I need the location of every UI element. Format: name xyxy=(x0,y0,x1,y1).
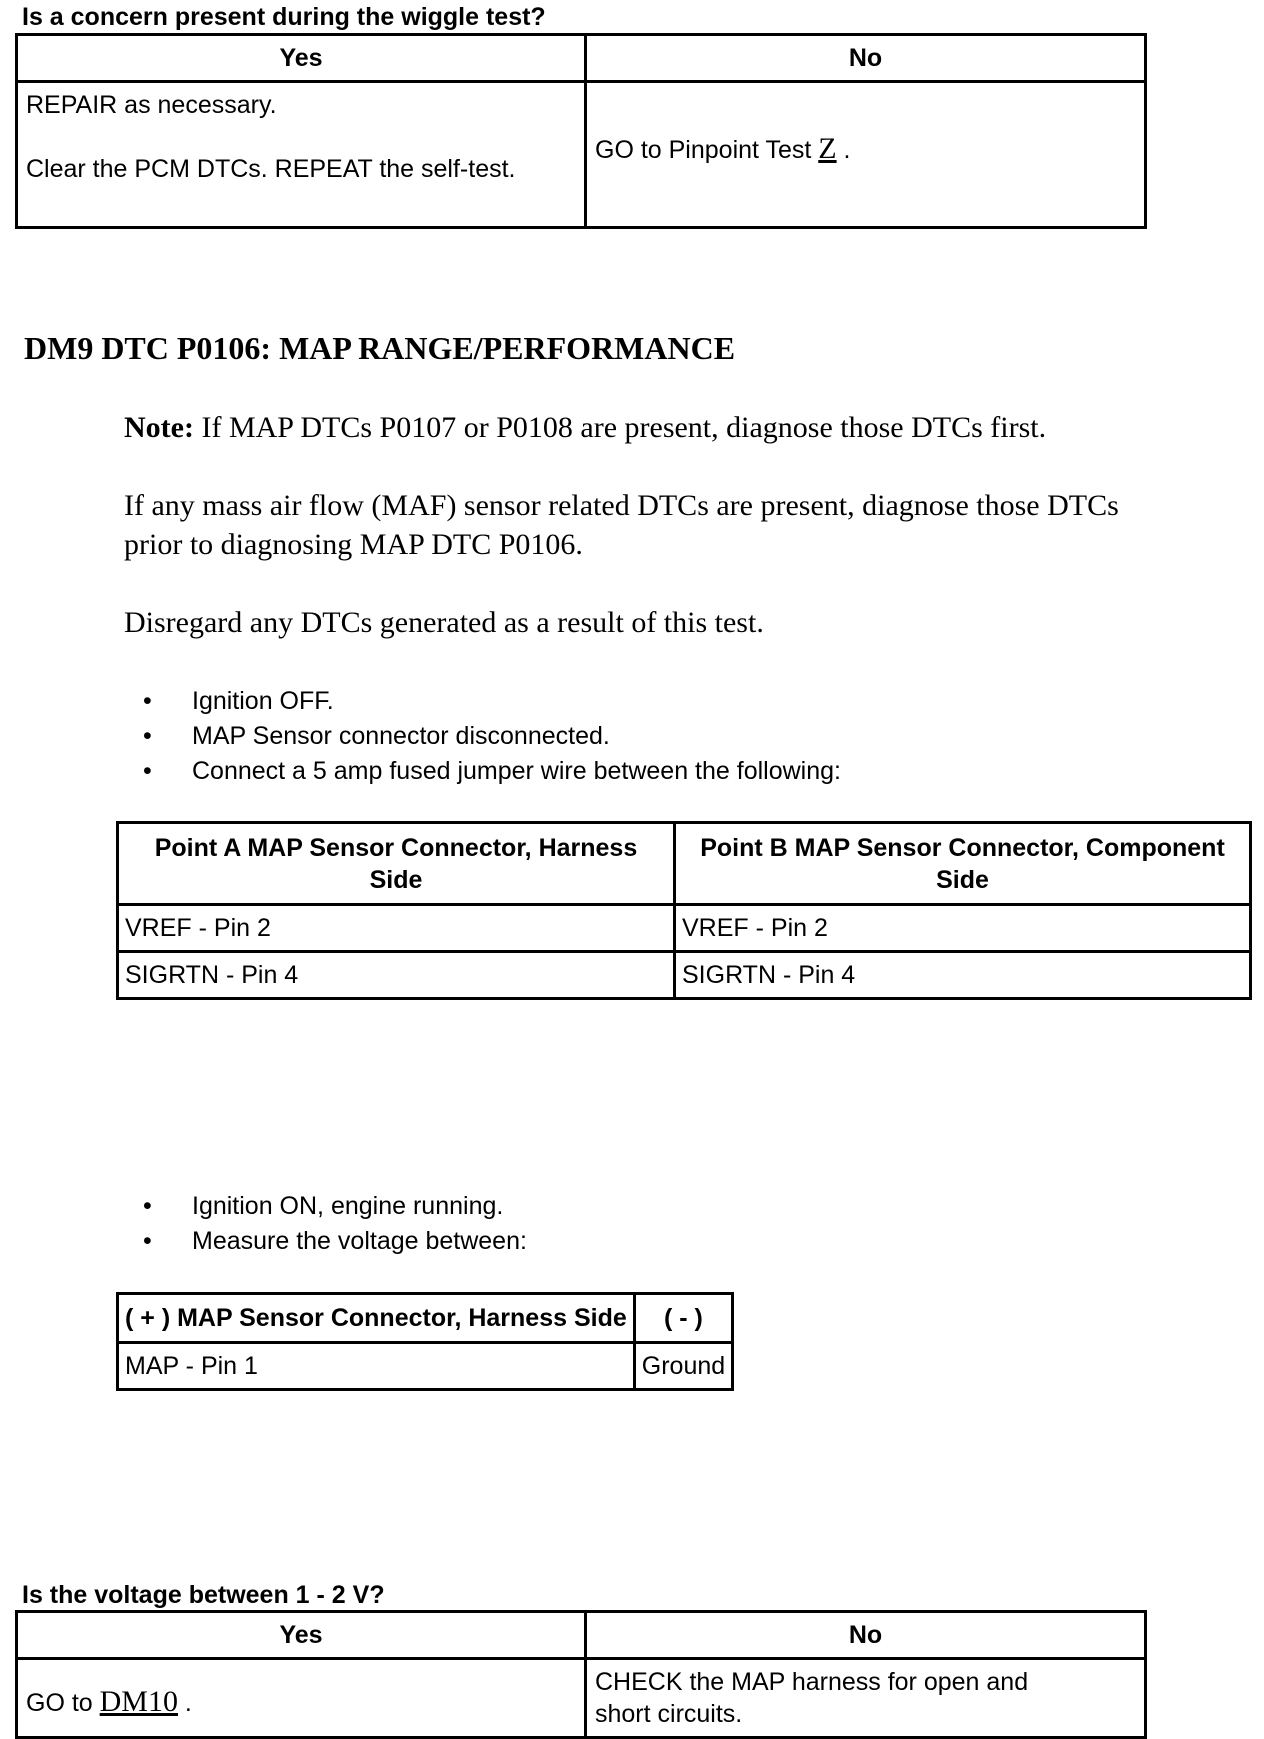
note-text: If MAP DTCs P0107 or P0108 are present, diagnose those DTCs first. xyxy=(193,411,1047,444)
yes-action-clear: Clear the PCM DTCs. REPEAT the self-test. xyxy=(26,155,516,183)
point-a-cell: VREF - Pin 2 xyxy=(118,905,675,952)
point-b-cell: VREF - Pin 2 xyxy=(675,905,1251,952)
maf-paragraph: If any mass air flow (MAF) sensor related DTCs are present, diagnose those DTCs prior to diagnosing MAP DTC P0106. xyxy=(124,489,1119,561)
voltage-question-heading: Is the voltage between 1 - 2 V? xyxy=(22,1581,385,1609)
no-action-suffix: . xyxy=(836,136,851,164)
bullet-icon: • xyxy=(143,687,152,715)
yes-cell xyxy=(17,1659,586,1738)
point-b-header: Point B MAP Sensor Connector, Component Side xyxy=(675,823,1251,905)
point-a-header: Point A MAP Sensor Connector, Harness Side xyxy=(118,823,675,905)
wiggle-question-heading: Is a concern present during the wiggle test? xyxy=(22,3,546,31)
step-item: • Connect a 5 amp fused jumper wire between the following: xyxy=(124,754,1024,789)
negative-lead-header: ( - ) xyxy=(634,1294,732,1343)
point-b-cell: SIGRTN - Pin 4 xyxy=(675,952,1251,999)
disregard-paragraph: Disregard any DTCs generated as a result of this test. xyxy=(124,606,764,639)
bullet-icon: • xyxy=(143,757,152,785)
bullet-icon: • xyxy=(143,1192,152,1220)
dm10-link[interactable]: DM10 xyxy=(99,1684,178,1718)
no-cell xyxy=(586,82,1146,228)
pinpoint-test-z-link[interactable]: Z xyxy=(818,132,837,165)
no-cell xyxy=(586,1659,1146,1738)
no-action-text: CHECK the MAP harness for open and short circuits. xyxy=(595,1668,1029,1728)
positive-lead-cell: MAP - Pin 1 xyxy=(118,1343,635,1390)
yes-action-text: GO to xyxy=(26,1688,100,1717)
setup-steps-list xyxy=(124,684,1024,789)
yes-action-repair: REPAIR as necessary. xyxy=(26,91,277,119)
yes-action-suffix: . xyxy=(177,1688,192,1717)
no-header: No xyxy=(586,35,1146,82)
wiggle-result-table xyxy=(15,33,1147,229)
yes-header: Yes xyxy=(17,1612,586,1659)
yes-cell xyxy=(17,82,586,228)
step-item: • MAP Sensor connector disconnected. xyxy=(124,719,1024,754)
no-action-text: GO to Pinpoint Test xyxy=(595,136,819,164)
point-a-cell: SIGRTN - Pin 4 xyxy=(118,952,675,999)
voltage-result-table xyxy=(15,1610,1147,1739)
jumper-connection-table xyxy=(116,821,1252,1000)
step-item: • Ignition ON, engine running. xyxy=(124,1189,1024,1224)
positive-lead-header: ( + ) MAP Sensor Connector, Harness Side xyxy=(118,1294,635,1343)
note-label: Note: xyxy=(124,411,194,444)
note-paragraph xyxy=(124,408,1184,447)
yes-header: Yes xyxy=(17,35,586,82)
step-item: • Measure the voltage between: xyxy=(124,1224,1024,1259)
bullet-icon: • xyxy=(143,1227,152,1255)
section-title: DM9 DTC P0106: MAP RANGE/PERFORMANCE xyxy=(24,330,736,366)
measure-steps-list xyxy=(124,1189,1024,1259)
voltage-measurement-table xyxy=(116,1292,734,1391)
step-item: • Ignition OFF. xyxy=(124,684,1024,719)
negative-lead-cell: Ground xyxy=(634,1343,732,1390)
bullet-icon: • xyxy=(143,722,152,750)
no-header: No xyxy=(586,1612,1146,1659)
